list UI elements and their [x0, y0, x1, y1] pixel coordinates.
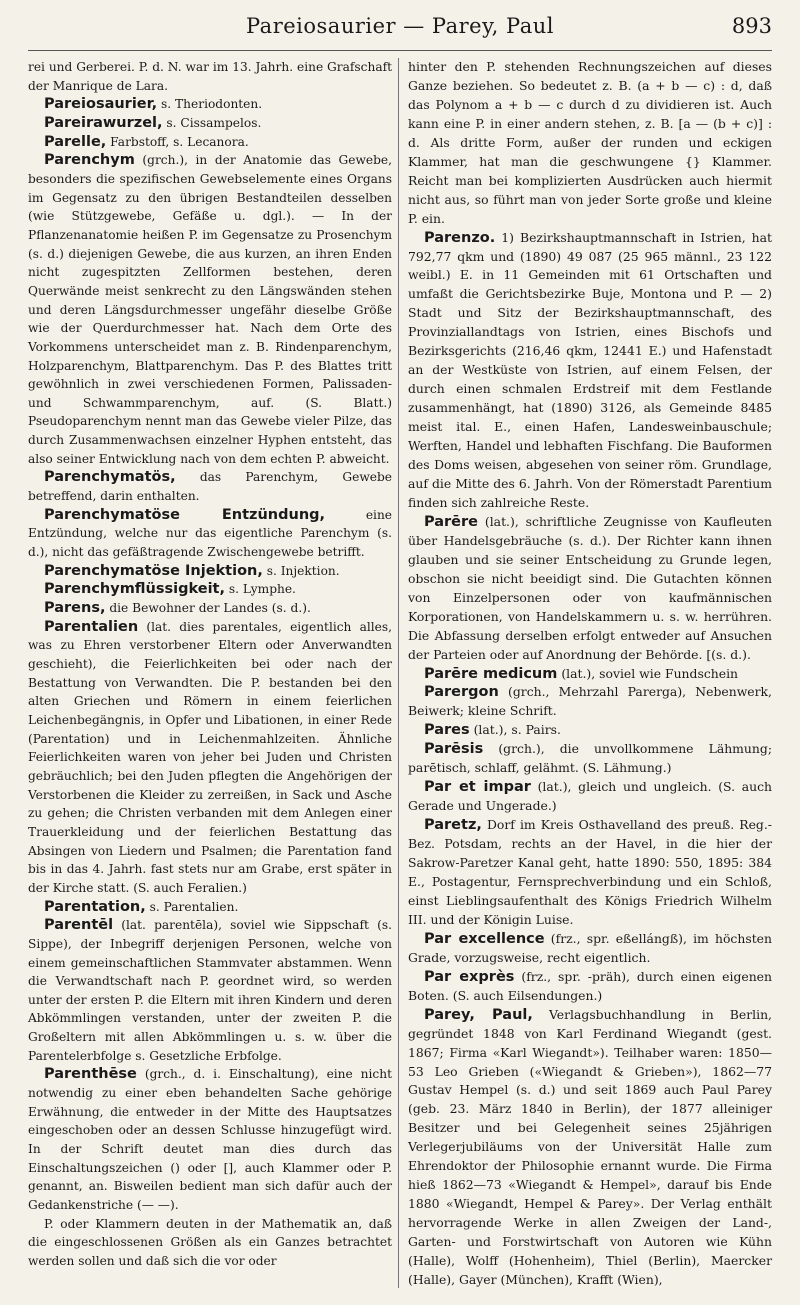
entry-text: Verlagsbuchhandlung in Berlin, gegründet 1848 von Karl Ferdinand Wiegandt (gest. 1867; Firma «Karl Wiegandt»). Teilhaber waren: 1850—53 Leo Grieben («Wiegandt & Grieben»), 1862—77 Gustav Hempel (s. d.) und seit 1869 auch Paul Parey (geb. 23. März 1840 in Berlin), der 1877 alleiniger Besitzer und bei Gelegenheit seines 25jährigen Verlegerjubiläums von der Universität Halle zum Ehrendoktor der Philosophie ernannt wurde. Die Firma hieß 1862—73 «Wiegandt & Hempel», darauf bis Ende 1880 «Wiegandt, Hempel & Parey». Der Verlag enthält hervorragende Werke in allen Zweigen der Land-, Garten- und Forstwirtschaft von Autoren wie Kühn (Halle), Wolff (Hohenheim), Thiel (Berlin), Maercker (Halle), Gayer (München), Krafft (Wien),	[408, 1006, 772, 1287]
entry-text: (frz., spr. -präh), durch einen eigenen Boten. (S. auch Eilsendungen.)	[408, 968, 772, 1003]
entry-headword: Par exprès	[424, 968, 515, 985]
entry-text: (grch., Mehrzahl Parerga), Nebenwerk, Beiwerk; kleine Schrift.	[408, 684, 772, 719]
entry-text: s. Parentalien.	[145, 899, 239, 914]
dictionary-entry	[28, 58, 392, 95]
dictionary-entry	[408, 58, 772, 229]
dictionary-entry	[408, 513, 772, 665]
entry-headword: Parelle,	[44, 133, 107, 150]
dictionary-entry	[28, 580, 392, 599]
entry-headword: Parenthēse	[44, 1066, 137, 1083]
entry-text: (lat. dies parentales, eigentlich alles, was zu Ehren verstorbener Eltern oder Anverwandten geschieht), die Feierlichkeiten bei oder nach der Bestattung von Verwandten. Die P. bestanden bei den alten Griechen und Römern in einem feierlichen Leichenbegängnis, in Opfer und Libationen, in einer Rede (Parentation) und in Leichenmahlzeiten. Ähnliche Feierlichkeiten waren von jeher bei Juden und Christen gebräuchlich; bei den Juden pflegten die Angehörigen der Verstorbenen die Kleider zu zerreißen, in Sack und Asche zu gehen; die Christen verbanden mit dem Anlegen einer Trauerkleidung und der feierlichen Bestattung das Absingen von Liedern und Psalmen; die Parentation fand bis in das 4. Jahrh. fast stets nur am Grabe, erst später in der Kirche statt. (S. auch Feralien.)	[28, 619, 392, 895]
dictionary-entry	[408, 968, 772, 1006]
entry-headword: Parentalien	[44, 618, 139, 635]
entry-text: (frz., spr. eßellángß), im höchsten Grade, vorzugsweise, recht eigentlich.	[408, 930, 772, 965]
dictionary-entry	[408, 683, 772, 721]
entry-text: die Bewohner der Landes (s. d.).	[105, 601, 311, 616]
entry-text: Farbstoff, s. Lecanora.	[106, 134, 249, 149]
entry-text: Dorf im Kreis Osthavelland des preuß. Reg.-Bez. Potsdam, rechts an der Havel, in die hier der Sakrow-Paretzer Kanal geht, hatte 1890: 550, 1895: 384 E., Postagentur, Fernsprechverbindung und ein Schloß, einst Lieblingsaufenthalt des Königs Friedrich Wilhelm III. und der Königin Luise.	[408, 817, 772, 927]
page-header	[28, 14, 772, 44]
entry-text: rei und Gerberei. P. d. N. war im 13. Jahrh. eine Grafschaft der Manrique de Lara.	[28, 60, 392, 93]
dictionary-entry	[408, 229, 772, 513]
entry-headword: Parergon	[424, 684, 499, 701]
dictionary-entry	[28, 114, 392, 133]
dictionary-entry	[28, 133, 392, 152]
entry-headword: Parēsis	[424, 741, 484, 758]
entry-headword: Pares	[424, 722, 470, 739]
entry-text: s. Cissampelos.	[162, 115, 262, 130]
entry-text: s. Injektion.	[262, 563, 340, 578]
entry-text: (lat.), gleich und ungleich. (S. auch Gerade und Ungerade.)	[408, 779, 772, 814]
entry-headword: Parentēl	[44, 917, 114, 934]
entry-text: (lat.), schriftliche Zeugnisse von Kaufleuten über Handelsgebräuche (s. d.). Der Richter kann ihnen glauben und sie seiner Entscheidung zu Grunde legen, obschon sie nicht beeidigt sind. Die Gutachten können von Einzelpersonen oder von kaufmännischen Korporationen, von Handelskammern u. s. w. herrühren. Die Abfassung derselben erfolgt entweder auf Ansuchen der Parteien oder auf Anordnung der Behörde. [(s. d.).	[408, 513, 772, 662]
entry-headword: Parēre medicum	[424, 665, 558, 682]
entry-headword: Pareirawurzel,	[44, 114, 163, 131]
entry-headword: Parenzo.	[424, 229, 496, 246]
entry-headword: Pareiosaurier,	[44, 96, 158, 113]
dictionary-entry	[408, 740, 772, 778]
entry-headword: Parēre	[424, 513, 478, 530]
dictionary-entry	[28, 916, 392, 1065]
dictionary-entry	[408, 930, 772, 968]
entry-text: 1) Bezirkshauptmannschaft in Istrien, hat 792,77 qkm und (1890) 49 087 (25 965 männl., 23 122 weibl.) E. in 11 Gemeinden mit 61 Ortschaften und umfaßt die Gerichtsbezirke Buje, Montona und P. — 2) Stadt und Sitz der Bezirkshauptmannschaft, des Provinziallandtags von Istrien, eines Bischofs und Bezirksgerichts (216,46 qkm, 12441 E.) und Hafenstadt an der Westküste von Istrien, auf einem Felsen, der durch einen schmalen Erdstreif mit dem Festlande zusammenhängt, hat (1890) 3126, als Gemeinde 8485 meist ital. E., einen Hafen, Landesweinbauschule; Werften, Handel und lebhaften Fischfang. Die Bauformen des Doms weisen, abgesehen von seiner röm. Grundlage, auf die Mitte des 6. Jahrh. Von der Römerstadt Parentium finden sich zahlreiche Reste.	[408, 229, 772, 510]
entry-headword: Parens,	[44, 600, 106, 617]
entry-text: s. Theriodonten.	[157, 97, 263, 112]
entry-headword: Parenchymatöse Entzündung,	[44, 506, 326, 523]
header-rule	[28, 50, 772, 51]
entry-headword: Par et impar	[424, 779, 531, 796]
entry-text: (lat. parentēla), soviel wie Sippschaft (s. Sippe), der Inbegriff derjenigen Personen, welche von einem gemeinschaftlichen Stammvater abstammen. Wenn die Verwandtschaft nach P. geordnet wird, so werden unter der ersten P. die Eltern mit ihren Kindern und deren Abkömmlingen verstanden, unter der zweiten P. die Großeltern mit allen Abkömmlingen u. s. w. über die Parentelerbfolge s. Gesetzliche Erbfolge.	[28, 918, 392, 1063]
dictionary-entry	[28, 1215, 392, 1271]
dictionary-entry	[28, 1065, 392, 1214]
dictionary-entry	[28, 562, 392, 581]
entry-text: eine Entzündung, welche nur das eigentliche Parenchym (s. d.), nicht das gefäßtragende Zwischengewebe betrifft.	[28, 507, 392, 560]
dictionary-entry	[408, 778, 772, 816]
dictionary-entry	[28, 468, 392, 505]
dictionary-entry	[408, 816, 772, 930]
running-title: Pareiosaurier — Parey, Paul	[246, 14, 554, 38]
entry-text: das Parenchym, Gewebe betreffend, darin enthalten.	[28, 470, 392, 504]
dictionary-entry	[408, 721, 772, 740]
entry-text: (grch.), in der Anatomie das Gewebe, besonders die spezifischen Gewebselemente eines Organs im Gegensatz zu den übrigen Bestandteilen desselben (wie Stützgewebe, Gefäße u. dgl.). — In der Pflanzenanatomie heißen P. im Gegensatze zu Prosenchym (s. d.) diejenigen Gewebe, die aus kurzen, an ihren Enden nicht zugespitzten Zellformen bestehen, deren Querwände meist senkrecht zu den Längswänden stehen und deren Längsdurchmesser ungefähr dieselbe Größe wie der Querdurchmesser hat. Nach dem Orte des Vorkommens unterscheidet man z. B. Rindenparenchym, Holzparenchym, Blattparenchym. Das P. des Blattes tritt gewöhnlich in zwei verschiedenen Formen, Palissaden- und Schwammparenchym, auf. (S. Blatt.) Pseudoparenchym nennt man das Gewebe vieler Pilze, das durch Zusammenwachsen einzelner Hyphen entsteht, das also seiner Entwicklung nach von dem echten P. abweicht.	[28, 153, 392, 466]
entry-text: s. Lymphe.	[225, 582, 296, 597]
dictionary-entry	[408, 665, 772, 684]
entry-headword: Parey, Paul,	[424, 1006, 533, 1023]
dictionary-entry	[28, 599, 392, 618]
entry-headword: Parenchymflüssigkeit,	[44, 581, 225, 598]
dictionary-entry	[408, 1006, 772, 1290]
dictionary-entry	[28, 151, 392, 468]
dictionary-entry	[28, 898, 392, 917]
right-column	[408, 58, 772, 1290]
entry-text: (grch.), die unvollkommene Lähmung; parētisch, schlaff, gelähmt. (S. Lähmung.)	[408, 741, 772, 776]
entry-headword: Parenchymatös,	[44, 469, 176, 486]
entry-text: P. oder Klammern deuten in der Mathematik an, daß die eingeschlossenen Größen als ein Ganzes betrachtet werden sollen und daß sich die vor oder	[28, 1216, 392, 1268]
entry-headword: Parenchymatöse Injektion,	[44, 562, 263, 579]
dictionary-entry	[28, 618, 392, 898]
page-number: 893	[731, 14, 772, 38]
column-divider	[398, 58, 399, 1288]
entry-headword: Paretz,	[424, 817, 482, 834]
entry-headword: Parentation,	[44, 898, 146, 915]
entry-text: (lat.), s. Pairs.	[469, 722, 561, 738]
entry-text: hinter den P. stehenden Rechnungszeichen auf dieses Ganze beziehen. So bedeutet z. B. (a + b — c) : d, daß das Polynom a + b — c durch d zu dividieren ist. Auch kann eine P. in einer andern stehen, z. B. [a — (b + c)] : d. Als dritte Form, außer der runden und eckigen Klammer, hat man die geschwungene {} Klammer. Reicht man bei komplizierten Ausdrücken auch hiermit nicht aus, so führt man von jeder Sorte große und kleine P. ein.	[408, 59, 772, 226]
dictionary-entry	[28, 95, 392, 114]
left-column	[28, 58, 392, 1271]
entry-headword: Parenchym	[44, 152, 135, 169]
entry-text: (grch., d. i. Einschaltung), eine nicht notwendig zu einer eben behandelten Sache gehörige Erwähnung, die entweder in der Mitte des Hauptsatzes eingeschoben oder an dessen Schlusse hinzugefügt wird. In der Schrift deutet man dies durch das Einschaltungszeichen () oder [], auch Klammer oder P. genannt, an. Bisweilen bedient man sich dafür auch der Gedankenstriche (— —).	[28, 1067, 392, 1213]
entry-headword: Par excellence	[424, 930, 545, 947]
dictionary-entry	[28, 506, 392, 562]
entry-text: (lat.), soviel wie Fundschein	[557, 665, 739, 681]
